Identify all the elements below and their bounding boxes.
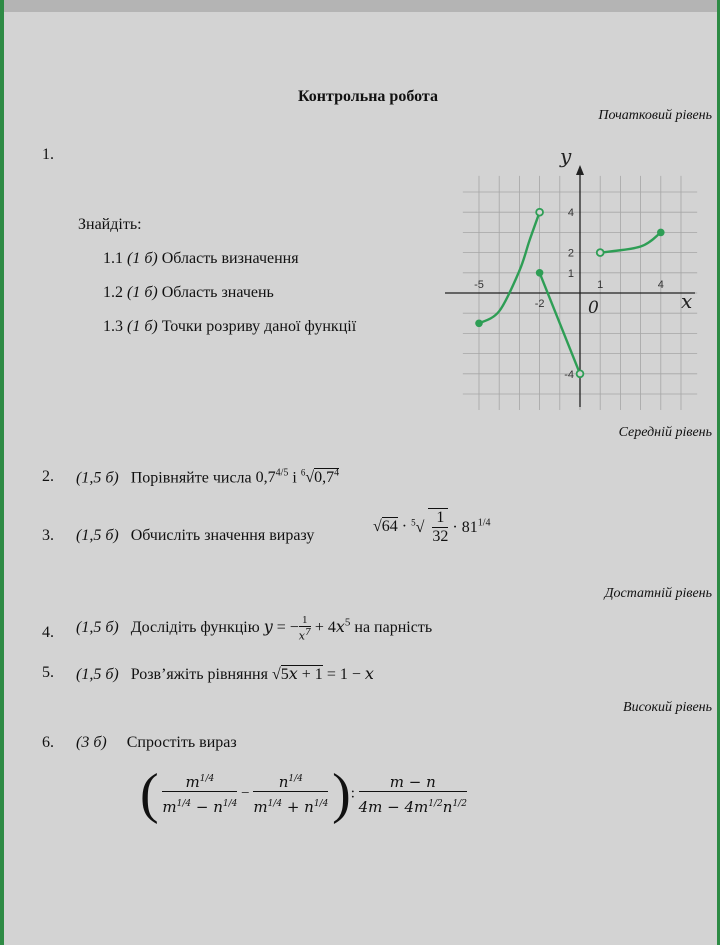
x-tick-label: 1 [597, 279, 604, 291]
task1-item-2: 1.2 (1 б) Область значень [103, 284, 274, 301]
task6-statement: (3 б) Спростіть вираз [76, 734, 237, 751]
y-tick-label: 1 [567, 267, 574, 280]
task1-item-1: 1.1 (1 б) Область визначення [103, 250, 299, 267]
task2-statement: (1,5 б) Порівняйте числа $0,7^{4/5}$ і $^6√0,7^4$ [76, 468, 340, 487]
closed-endpoint [657, 229, 665, 237]
task3-expression: √64 · $^5$√ $\frac{1}{32}$ · $81^{1/4}$ [373, 509, 491, 545]
graph-segment-1 [479, 212, 540, 323]
x-tick-label: -2 [534, 298, 545, 310]
task5-statement: (1,5 б) Розв’яжіть рівняння √5x + 1 = 1 − x [76, 664, 374, 683]
y-axis-arrow [576, 165, 584, 175]
task2-number: 2. [42, 468, 54, 485]
level-sufficient: Достатній рівень [604, 586, 712, 601]
graph-segment-3 [600, 232, 661, 252]
closed-endpoint [475, 320, 483, 328]
task3-statement: (1,5 б) Обчисліть значення виразу [76, 527, 315, 544]
level-middle: Середній рівень [618, 425, 712, 440]
task6-expression: ( $\frac{m^{1/4}}{m^{1/4} - n^{1/4}}$ − $\frac{n^{1/4}}{m^{1/4} + n^{1/4}}$ ): $\frac{m - n}{4m - 4m^{1/2}n^{1/2}}$ [140, 763, 467, 825]
level-initial: Початковий рівень [598, 108, 712, 123]
task4-number: 4. [42, 624, 54, 641]
x-tick-label: -5 [474, 279, 484, 291]
open-endpoint [577, 370, 584, 377]
origin-label: 0 [588, 298, 599, 318]
y-axis-label: y [560, 145, 572, 168]
task4-statement: (1,5 б) Дослідіть функцію y = − $\frac{1}{x^7}$ + $4x^5$ на парність [76, 614, 433, 643]
open-endpoint [597, 249, 604, 256]
y-tick-label: -4 [564, 368, 574, 381]
task1-number: 1. [42, 146, 54, 163]
y-tick-label: 4 [567, 207, 574, 220]
closed-endpoint [536, 269, 544, 277]
open-endpoint [536, 209, 543, 216]
level-high: Високий рівень [623, 700, 712, 715]
task1-item-3: 1.3 (1 б) Точки розриву даної функції [103, 318, 357, 335]
page-title: Контрольна робота [298, 88, 438, 105]
function-graph [445, 145, 703, 410]
y-tick-label: 2 [567, 247, 574, 260]
task2-expr-a: $0,7^{4/5}$ [255, 468, 289, 487]
task6-number: 6. [42, 734, 54, 751]
x-tick-label: 4 [657, 279, 664, 291]
task1-find: Знайдіть: [78, 216, 142, 233]
task3-number: 3. [42, 527, 54, 544]
task2-expr-b: $^6√0,7^4$ [300, 468, 340, 487]
task5-number: 5. [42, 664, 54, 681]
x-axis-label: x [681, 289, 693, 313]
top-bar [4, 0, 717, 12]
